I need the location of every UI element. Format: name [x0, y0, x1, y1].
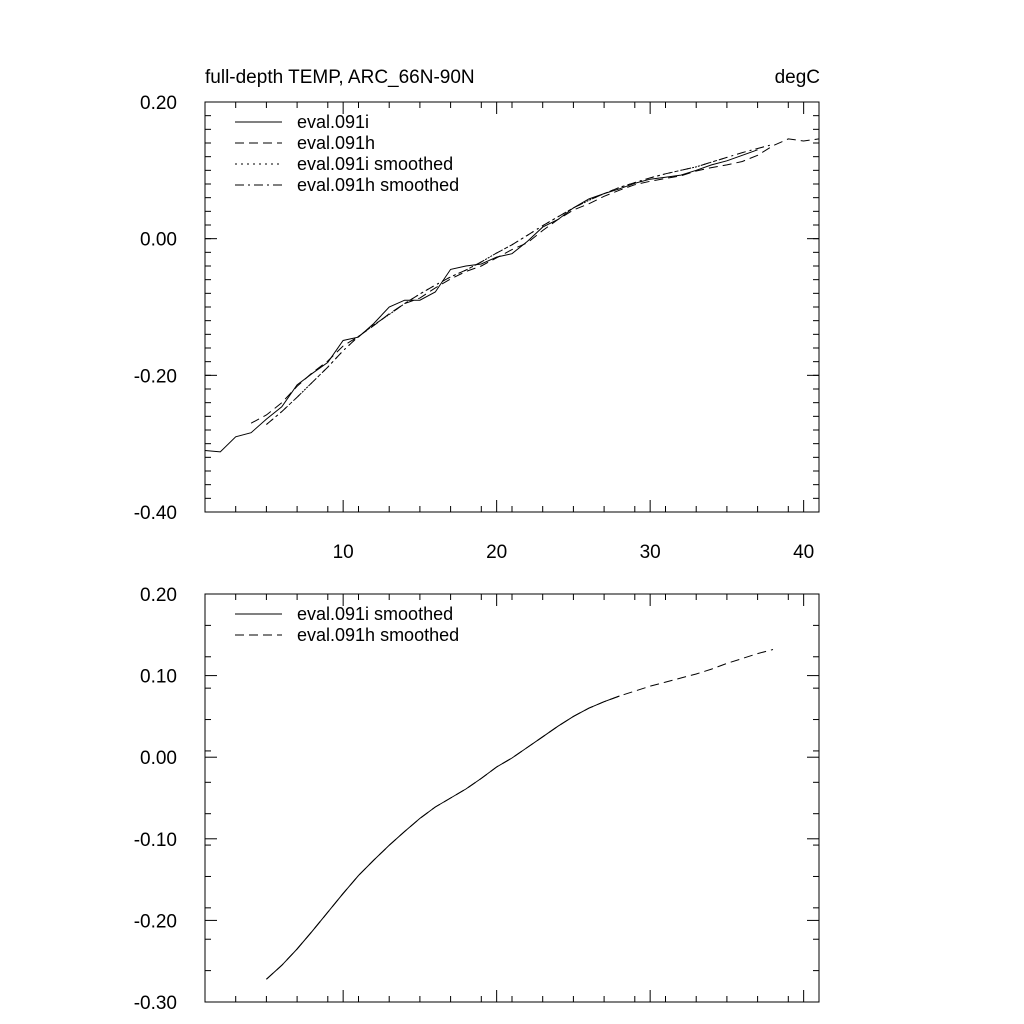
y-tick-label: -0.40 — [133, 503, 177, 524]
y-tick-label: 0.00 — [140, 748, 177, 770]
top-panel — [134, 67, 820, 563]
x-tick-label: 40 — [793, 542, 815, 563]
legend-entry: eval.091h — [297, 133, 376, 153]
chart-title: full-depth TEMP, ARC_66N-90N — [205, 67, 475, 88]
series-line-1 — [205, 150, 758, 452]
x-tick-label: 30 — [639, 542, 661, 563]
y-tick-label: -0.20 — [133, 911, 177, 933]
x-tick-label: 20 — [486, 542, 508, 563]
legend-entry: eval.091i smoothed — [297, 154, 454, 174]
plot-frame — [205, 594, 819, 1002]
series-line-2 — [266, 650, 773, 980]
y-tick-label: 0.00 — [140, 229, 177, 251]
y-tick-label: -0.10 — [133, 829, 177, 851]
legend-entry: eval.091i smoothed — [297, 604, 454, 624]
series-line-1 — [266, 696, 619, 979]
y-tick-label: -0.20 — [133, 366, 177, 388]
legend-entry: eval.091i — [297, 112, 370, 132]
y-tick-label: -0.30 — [133, 993, 177, 1014]
y-tick-label: 0.20 — [140, 585, 177, 606]
y-tick-label: 0.20 — [140, 93, 177, 114]
legend-entry: eval.091h smoothed — [297, 175, 460, 195]
x-tick-label: 10 — [332, 542, 354, 563]
series-line-3 — [266, 157, 727, 424]
bottom-panel — [134, 585, 819, 1014]
y-tick-label: 0.10 — [140, 666, 177, 688]
chart-units: degC — [774, 67, 820, 88]
legend-entry: eval.091h smoothed — [297, 625, 460, 645]
